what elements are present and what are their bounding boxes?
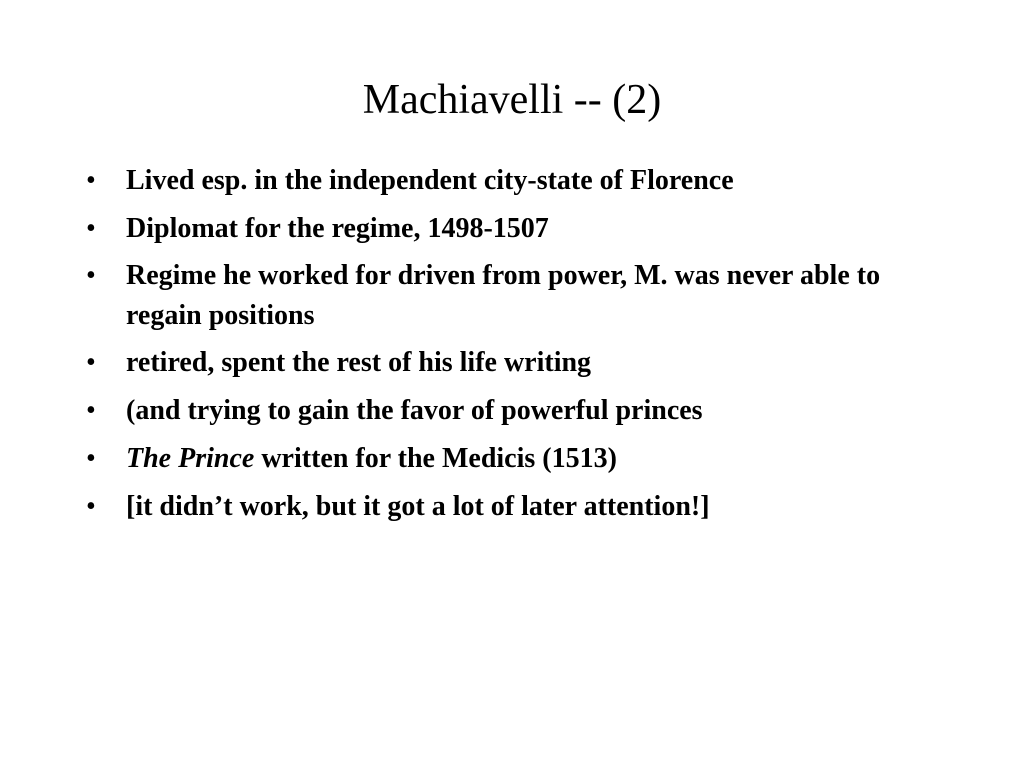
bullet-dot-icon: • xyxy=(86,443,96,474)
bullet-dot-icon: • xyxy=(86,347,96,378)
bullet-item xyxy=(86,390,966,432)
slide-title: Machiavelli -- (2) xyxy=(362,77,662,123)
bullet-item xyxy=(86,438,966,480)
bullet-dot-icon: • xyxy=(86,491,96,522)
bullet-dot-icon: • xyxy=(86,165,96,196)
bullet-text: Diplomat for the regime, 1498-1507 xyxy=(126,213,549,244)
bullet-list xyxy=(86,160,966,534)
bullet-text: (and trying to gain the favor of powerful princes xyxy=(126,395,703,426)
bullet-item xyxy=(86,160,966,202)
bullet-text: retired, spent the rest of his life writing xyxy=(126,347,592,378)
book-title: The Prince xyxy=(126,443,255,474)
bullet-text: Regime he worked for driven from power, M. was never able to regain positions xyxy=(126,260,881,331)
bullet-text: Lived esp. in the independent city-state of Florence xyxy=(126,165,734,196)
bullet-text: written for the Medicis (1513) xyxy=(254,443,617,474)
bullet-item xyxy=(86,208,966,250)
bullet-dot-icon: • xyxy=(86,260,96,291)
bullet-dot-icon: • xyxy=(86,395,96,426)
bullet-text: [it didn’t work, but it got a lot of later attention!] xyxy=(126,491,710,522)
bullet-item xyxy=(86,342,966,384)
bullet-item xyxy=(86,256,886,336)
bullet-dot-icon: • xyxy=(86,213,96,244)
bullet-item xyxy=(86,486,966,528)
